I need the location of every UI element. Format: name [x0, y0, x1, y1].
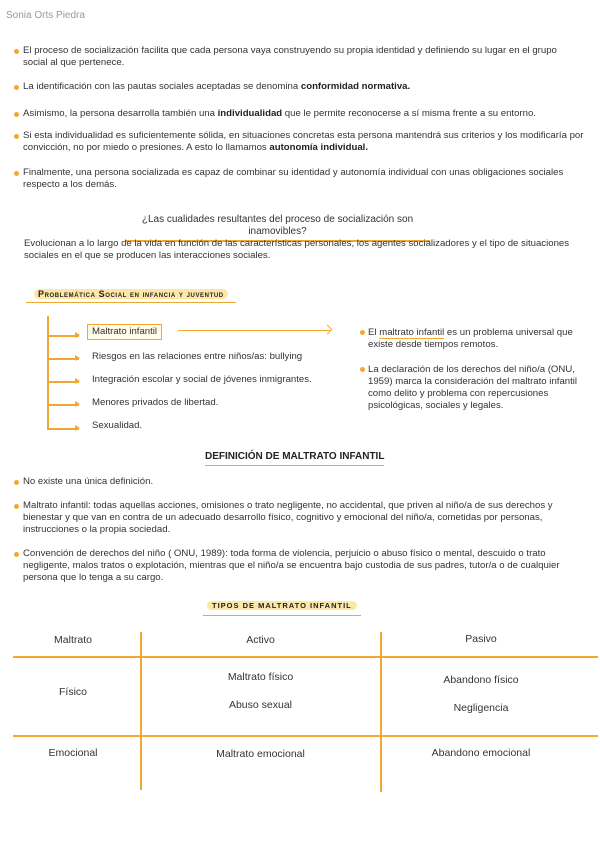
bullet-item: Convención de derechos del niño ( ONU, 1989): toda forma de violencia, perjuicio o abuso físico o mental, descuido o trato negligente, malos tratos o explotación, mientras que el niño/a se encuentra bajo custodia de sus padres, tutor/a o de cualquier persona que lo tenga a su cargo. — [14, 548, 584, 584]
answer-paragraph: Evolucionan a lo largo de la vida en función de las características personales, los agentes socializadores y el tipo de situaciones sociales en el que se producen las interacciones sociales. — [24, 238, 570, 261]
list-item: Sexualidad. — [92, 420, 143, 431]
table-divider — [13, 656, 598, 658]
bullet-item: Finalmente, una persona socializada es capaz de combinar su identidad y autonomía individual con unas obligaciones sociales respecto a los demás. — [14, 167, 584, 191]
arrow-icon — [47, 358, 79, 360]
bullet-icon — [14, 504, 19, 509]
arrow-icon — [47, 381, 79, 383]
table-header: Maltrato — [54, 634, 92, 646]
bullet-icon — [360, 367, 365, 372]
bullet-icon — [14, 480, 19, 485]
list-item: Integración escolar y social de jóvenes inmigrantes. — [92, 374, 312, 385]
bullet-item: Si esta individualidad es suficientemente sólida, en situaciones concretas esta persona mantendrá sus criterios y los modificaría por convicción, no por miedo o presiones. A esto lo llamamos autonomía individual. — [14, 130, 584, 154]
table-divider — [13, 735, 598, 737]
bullet-item: No existe una única definición. — [14, 476, 584, 488]
bullet-icon — [14, 171, 19, 176]
long-arrow-icon — [178, 330, 330, 331]
table-cell: Maltrato emocional — [216, 748, 305, 760]
section-heading-definicion: DEFINICIÓN DE MALTRATO INFANTIL — [205, 451, 384, 466]
table-cell: Abandono emocional — [431, 747, 531, 759]
bullet-icon — [14, 49, 19, 54]
bullet-icon — [14, 552, 19, 557]
bullet-item: La identificación con las pautas sociales aceptadas se denomina conformidad normativa. — [14, 81, 584, 93]
table-cell: Abandono físico — [443, 674, 519, 686]
bullet-item: El proceso de socialización facilita que cada persona vaya construyendo su propia identidad y definiendo su lugar en el grupo social al que pertenece. — [14, 45, 584, 69]
bullet-icon — [14, 85, 19, 90]
section-banner-problematica: Problemática Social en infancia y juventud — [26, 288, 236, 303]
author-header: Sonia Orts Piedra — [6, 10, 85, 21]
note-item: El maltrato infantil es un problema universal que existe desde tiempos remotos. — [360, 327, 590, 351]
bullet-icon — [14, 134, 19, 139]
bullet-item: Asimismo, la persona desarrolla también una individualidad que le permite reconocerse a sí misma frente a su entorno. — [14, 108, 584, 120]
tree-line — [47, 316, 49, 430]
question-heading: ¿Las cualidades resultantes del proceso de socialización son inamovibles? — [125, 214, 430, 242]
bullet-icon — [360, 330, 365, 335]
list-item: Menores privados de libertad. — [92, 397, 219, 408]
note-item: La declaración de los derechos del niño/a (ONU, 1959) marca la consideración del maltrato infantil como delito y problema con repercusiones psicológicas, sociales y legales. — [360, 364, 590, 412]
table-cell: Abuso sexual — [228, 699, 293, 711]
bullet-item: Maltrato infantil: todas aquellas acciones, omisiones o trato negligente, no accidental, que priven al niño/a de sus derechos y bienestar y que van en contra de un adecuado desarrollo físico, cognitivo y emocional del niño/a, cometidas por personas, instrucciones o la propia sociedad. — [14, 500, 584, 536]
section-banner-tipos: TIPOS DE MALTRATO INFANTIL — [203, 599, 361, 616]
arrow-icon — [47, 428, 79, 430]
table-cell: Emocional — [48, 747, 98, 759]
list-item: Riesgos en las relaciones entre niños/as: bullying — [92, 351, 303, 362]
table-cell: Maltrato físico — [227, 671, 294, 683]
table-cell: Físico — [58, 686, 87, 698]
bullet-icon — [14, 112, 19, 117]
highlight-box-maltrato: Maltrato infantil — [87, 324, 162, 340]
table-header: Pasivo — [465, 633, 497, 645]
table-cell: Negligencia — [453, 702, 509, 714]
arrow-icon — [47, 335, 79, 337]
arrow-icon — [47, 404, 79, 406]
table-header: Activo — [246, 634, 275, 646]
